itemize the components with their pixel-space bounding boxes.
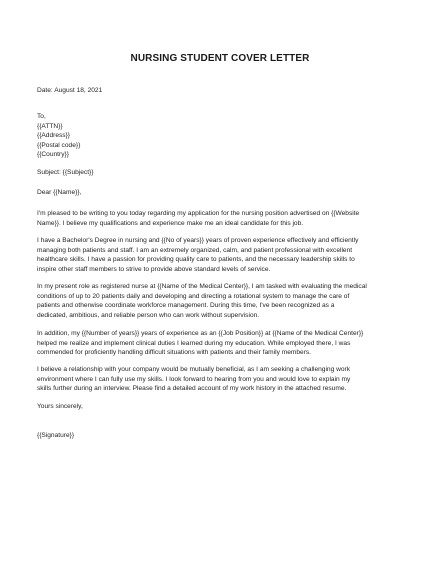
subject-line (37, 168, 405, 178)
page-title: NURSING STUDENT COVER LETTER (130, 53, 310, 64)
subject-text: Subject: {{Subject}} (37, 169, 94, 176)
paragraph-line: Name}}. I believe my qualifications and experience make me an ideal candidate for this job. (37, 219, 304, 227)
paragraph-qualifications (37, 236, 405, 274)
paragraph-line: commended for proficiently handling difficult situations with patients and their family members. (37, 349, 312, 357)
paragraph-line: inspire other staff members to strive to provide above standard levels of service. (37, 265, 271, 273)
signature (37, 431, 405, 441)
address-line: {{Country}} (37, 151, 69, 159)
paragraph-line: healthcare skills. I have a passion for providing quality care to patients, and the necessary leadership skills to (37, 256, 355, 264)
paragraph-line: helped me realize and implement clinical duties I learned during my education. While employed there, I was (37, 339, 351, 347)
paragraph-line: skills further during an interview. Please find a detailed account of my work history in the attached resume. (37, 385, 347, 393)
salutation-text: Dear {{Name}}, (37, 189, 82, 196)
date-line (37, 86, 405, 96)
paragraph-intro (37, 209, 405, 228)
paragraph-present-role (37, 282, 405, 320)
to-label: To, (37, 113, 46, 120)
paragraph-line: In addition, my {{Number of years}} years of experience as an {{Job Position}} at {{Name of the Medical Center}} (37, 330, 364, 337)
closing (37, 402, 405, 412)
paragraph-line: In my present role as registered nurse at {{Name of the Medical Center}}, I am tasked with evaluating the medical (37, 283, 367, 290)
signature-text: {{Signature}} (37, 432, 75, 439)
paragraph-line: I have a Bachelor's Degree in nursing and {{No of years}} years of proven experience effectively and efficiently (37, 237, 359, 244)
paragraph-closing (37, 365, 405, 394)
date-text: Date: August 18, 2021 (37, 87, 103, 94)
paragraph-line: managing both patients and staff. I am an extremely organized, calm, and patient professional with excellent (37, 246, 353, 254)
paragraph-experience (37, 329, 405, 358)
paragraph-line: patients and otherwise coordinate workforce management. During this time, I've been recognized as a (37, 302, 335, 310)
address-line: {{Address}} (37, 132, 70, 140)
paragraph-line: conditions of up to 20 patients daily and developing and directing a rotational system to manage the care of (37, 292, 350, 300)
paragraph-line: I believe a relationship with your company would be mutually beneficial, as I am seeking a challenging work (37, 366, 351, 373)
recipient-block (37, 112, 405, 160)
salutation (37, 188, 405, 198)
closing-text: Yours sincerely, (37, 403, 83, 410)
paragraph-line: environment where I can fully use my skills. I look forward to hearing from you and would love to explain my (37, 375, 351, 383)
paragraph-line: I'm pleased to be writing to you today regarding my application for the nursing position advertised on {{Website (37, 210, 360, 217)
address-line: {{Postal code}} (37, 141, 81, 149)
paragraph-line: dedicated, ambitious, and reliable person who can work without supervision. (37, 311, 260, 319)
address-line: {{ATTN}} (37, 122, 63, 130)
